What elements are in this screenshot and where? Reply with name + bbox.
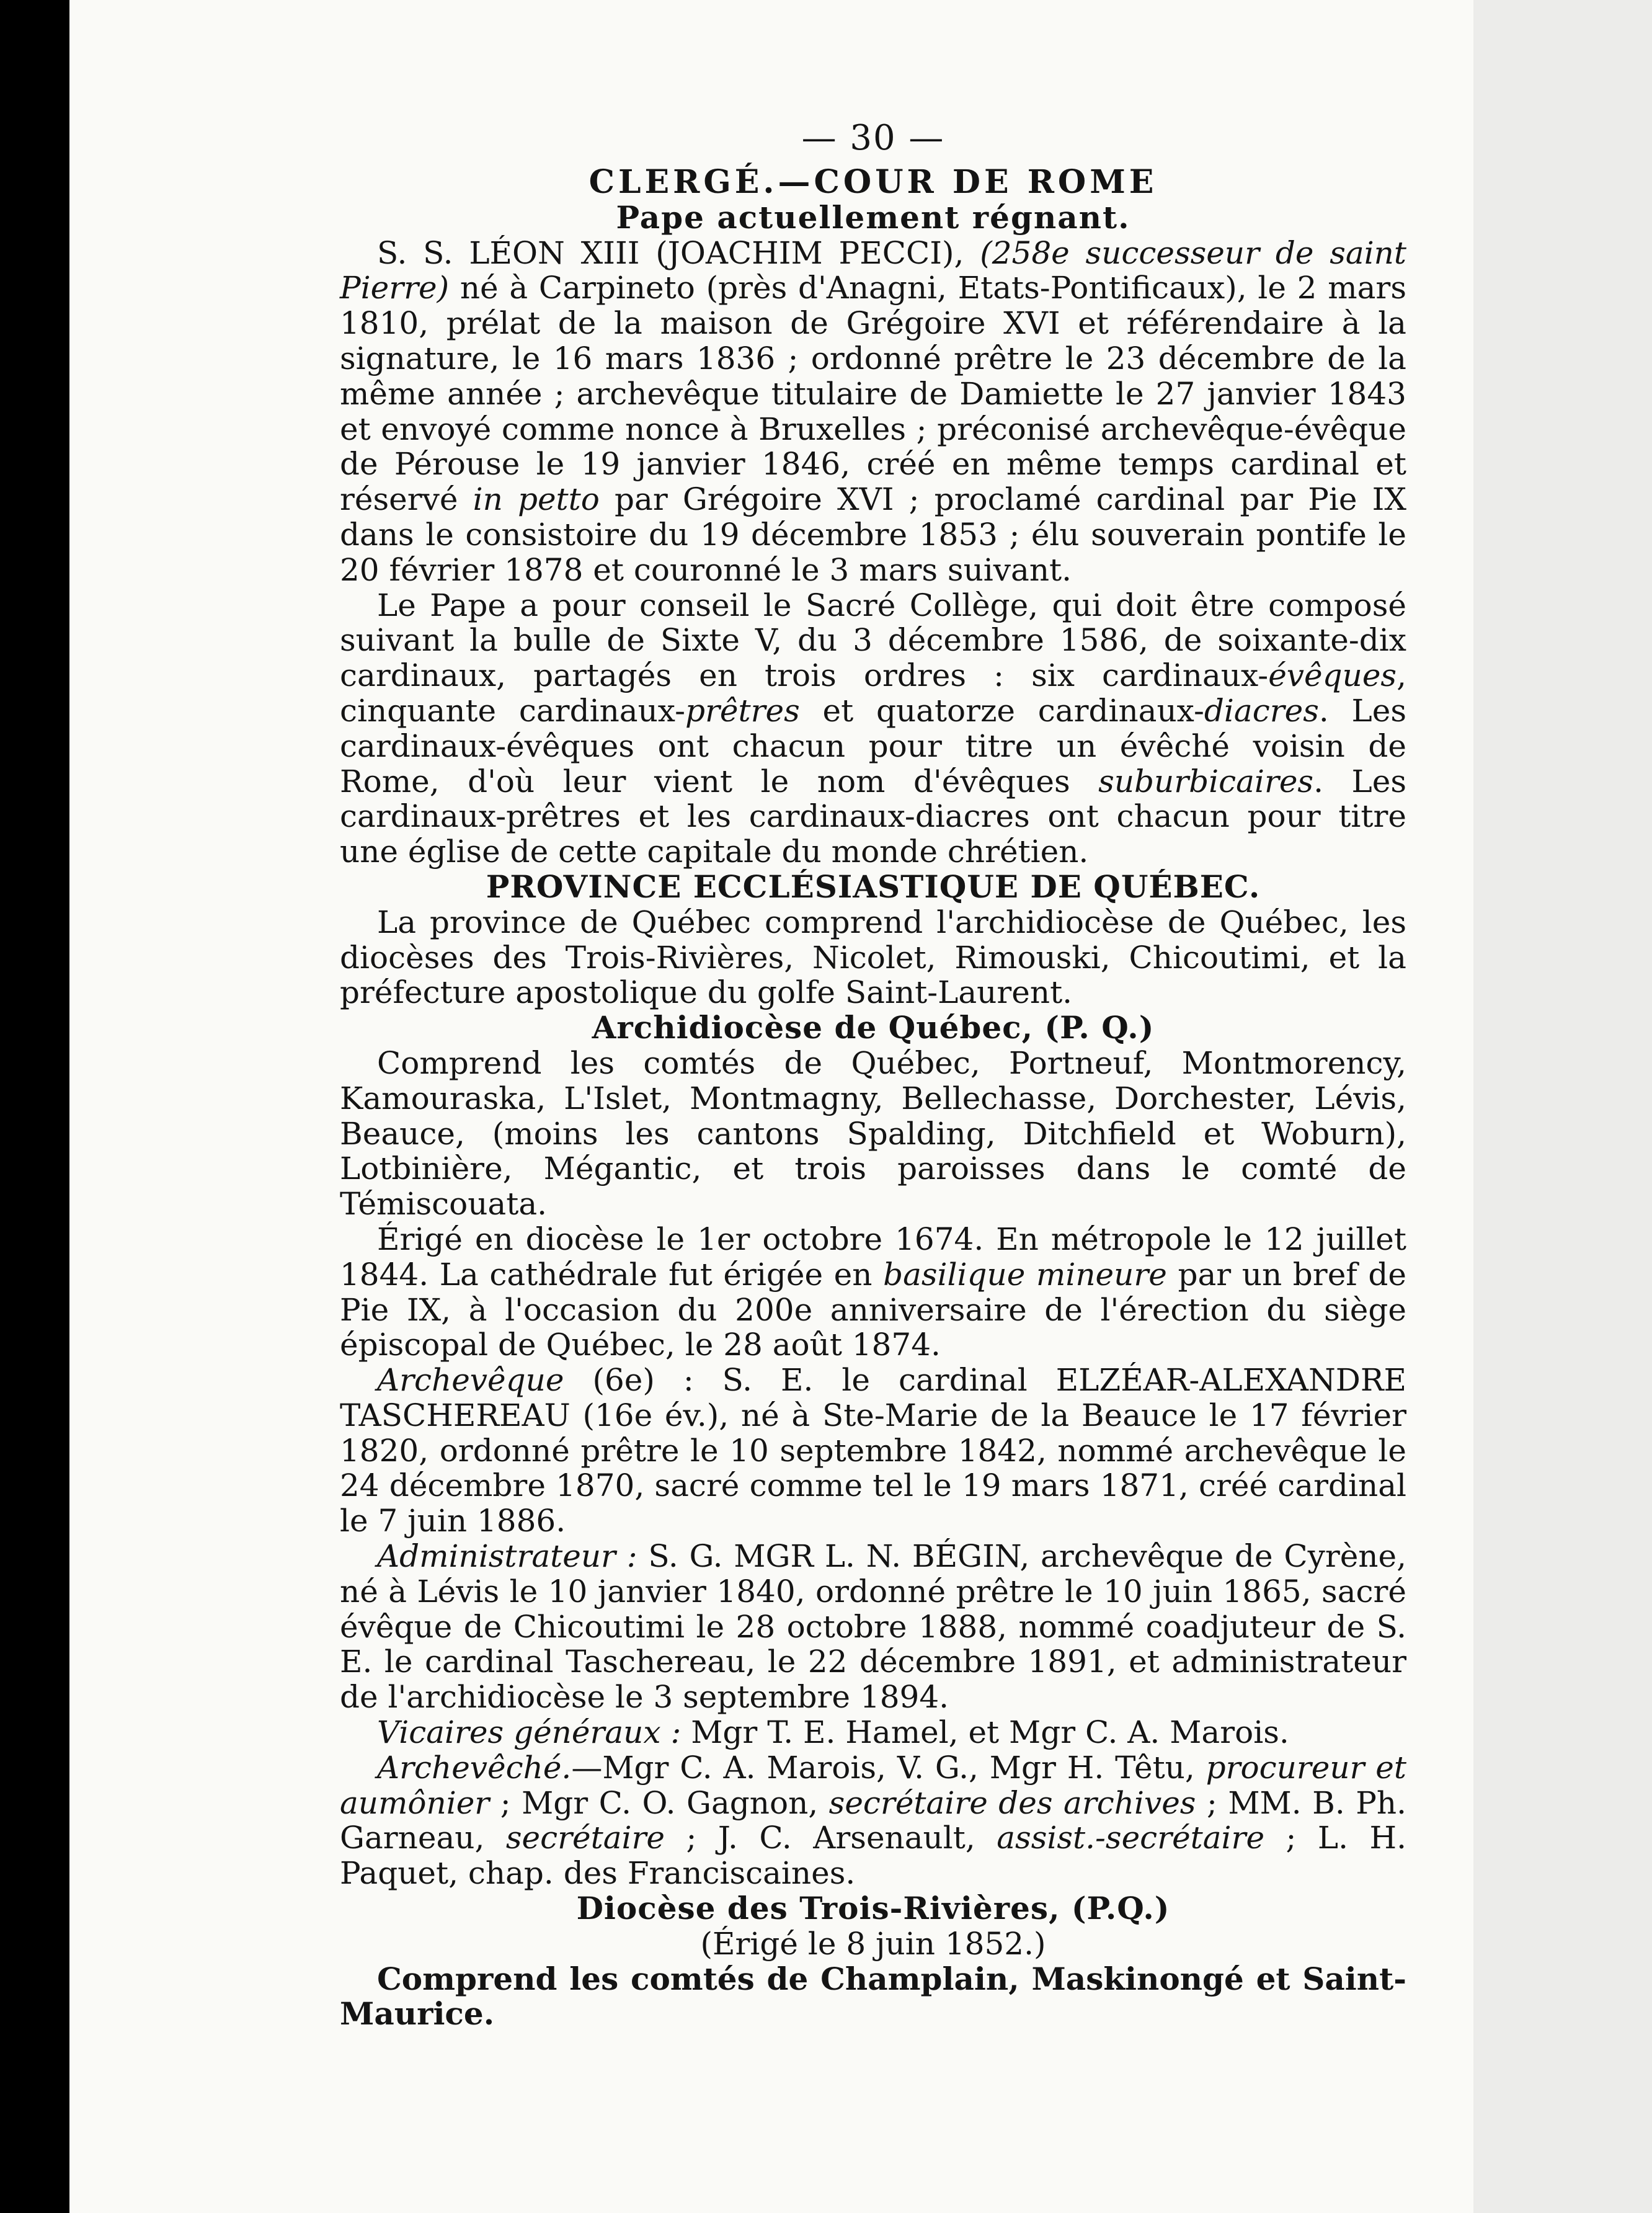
assist-secretaire-label: assist.-secrétaire [997,1820,1265,1856]
province-paragraph: La province de Québec comprend l'archidiocèse de Québec, les diocèses des Trois-Rivières, Nicolet, Rimouski, Chicoutimi, et la préfecture apostolique du golfe Saint-Laurent. [340,904,1406,1011]
college-suburbicaires: suburbicaires [1098,763,1314,799]
province-heading: PROVINCE ECCLÉSIASTIQUE DE QUÉBEC. [486,868,1261,905]
secretaire-archives-label: secrétaire des archives [828,1784,1196,1821]
archdiocese-comprend: Comprend les comtés de Québec, Portneuf, Montmorency, Kamouraska, L'Islet, Montmagny, Bellechasse, Dorchester, Lévis, Beauce, (moins les cantons Spalding, Ditchfield et Woburn), Lotbinière, Mégantic, et trois paroisses dans le comté de Témiscouata. [340,1044,1406,1222]
basilique-mineure: basilique mineure [883,1256,1167,1293]
college-text-a: Le Pape a pour conseil le Sacré Collège, qui doit être composé suivant la bulle de Sixte V, du 3 décembre 1586, de soixante-dix cardinaux, partagés en trois ordres : six cardinaux- [340,587,1406,694]
archdiocese-heading: Archidiocèse de Québec, (P. Q.) [592,1009,1155,1046]
administrateur-label: Administrateur : [377,1538,637,1575]
procureur-label: procureur et aumônier [340,1749,1406,1821]
archeveque-paragraph [340,1363,1406,1539]
trois-rivieres-erige: (Érigé le 8 juin 1852.) [700,1925,1046,1962]
erige-text-b: par un bref de Pie IX, à l'occasion du 200e anniversaire de l'érection du siège épiscopal de Québec, le 28 août 1874. [340,1256,1406,1363]
archeveche-paragraph [340,1750,1406,1891]
pope-text: né à Carpineto (près d'Anagni, Etats-Pontificaux), le 2 mars 1810, prélat de la maison de Grégoire XVI et référendaire à la signature, le 16 mars 1836 ; ordonné prêtre le 23 décembre de la même année ; archevêque titulaire de Damiette le 27 janvier 1843 et envoyé comme nonce à Bruxelles ; préconisé archevêque-évêque de Pérouse le 19 janvier 1846, créé en même temps cardinal et réservé [340,270,1406,518]
section-title: CLERGÉ.—COUR DE ROME [588,163,1158,201]
archeveche-label: Archevêché. [377,1749,572,1786]
archeveche-text-a: —Mgr C. A. Marois, V. G., Mgr H. Têtu, [571,1749,1206,1786]
college-text-e: . Les cardinaux-prêtres et les cardinaux-diacres ont chacun pour titre une église de cette capitale du monde chrétien. [340,763,1406,870]
pope-paragraph [340,236,1406,588]
college-pretres: prêtres [685,692,800,729]
administrateur-text: S. G. MGR L. N. BÉGIN, archevêque de Cyrène, né à Lévis le 10 janvier 1840, ordonné prêtre le 10 juin 1865, sacré évêque de Chicoutimi le 28 octobre 1888, nommé coadjuteur de S. E. le cardinal Taschereau, le 22 décembre 1891, et administrateur de l'archidiocèse le 3 septembre 1894. [340,1538,1406,1716]
vicaires-text: Mgr T. E. Hamel, et Mgr C. A. Marois. [681,1714,1289,1751]
page-number: — 30 — [801,118,945,158]
college-text-c: et quatorze cardinaux- [799,692,1204,729]
college-diacres: diacres [1204,692,1319,729]
adjacent-page-edge [1473,0,1652,2213]
in-petto: in petto [473,481,600,518]
erige-text-a: Érigé en diocèse le 1er octobre 1674. En métropole le 12 juillet 1844. La cathédrale fut érigée en [340,1221,1406,1293]
archdiocese-erige [340,1222,1406,1363]
college-text-d: . Les cardinaux-évêques ont chacun pour titre un évêché voisin de Rome, d'où leur vient le nom d'évêques [340,692,1406,799]
college-paragraph [340,588,1406,870]
college-text-b: , cinquante cardinaux- [340,657,1406,729]
secretaire-label: secrétaire [505,1820,665,1856]
vicaires-paragraph [340,1715,1406,1750]
archeveche-text-d: ; J. C. Arsenault, [665,1820,997,1856]
page-content [340,112,1406,2032]
pope-name: S. S. LÉON XIII (JOACHIM PECCI), [377,234,964,271]
archeveque-text: (6e) : S. E. le cardinal ELZÉAR-ALEXANDRE TASCHEREAU (16e év.), né à Ste-Marie de la Beauce le 17 février 1820, ordonné prêtre le 10 septembre 1842, nommé archevêque le 24 décembre 1870, sacré comme tel le 19 mars 1871, créé cardinal le 7 juin 1886. [340,1362,1406,1539]
administrateur-paragraph [340,1539,1406,1715]
college-eveques: évêques [1268,657,1397,694]
vicaires-label: Vicaires généraux : [377,1714,682,1751]
pope-text-2: par Grégoire XVI ; proclamé cardinal par Pie IX dans le consistoire du 19 décembre 1853 ; élu souverain pontife le 20 février 1878 et couronné le 3 mars suivant. [340,481,1407,588]
trois-rivieres-comprend: Comprend les comtés de Champlain, Maskinongé et Saint-Maurice. [340,1960,1406,2033]
archeveche-text-c: ; MM. B. Ph. Garneau, [340,1784,1406,1856]
archeveche-text-e: ; L. H. Paquet, chap. des Franciscaines. [340,1820,1407,1892]
archeveque-label: Archevêque [377,1362,564,1399]
pope-successor: (258e successeur de saint Pierre) [340,234,1406,306]
section-subtitle: Pape actuellement régnant. [616,198,1130,236]
archeveche-text-b: ; Mgr C. O. Gagnon, [489,1784,829,1821]
trois-rivieres-heading: Diocèse des Trois-Rivières, (P.Q.) [576,1890,1170,1927]
